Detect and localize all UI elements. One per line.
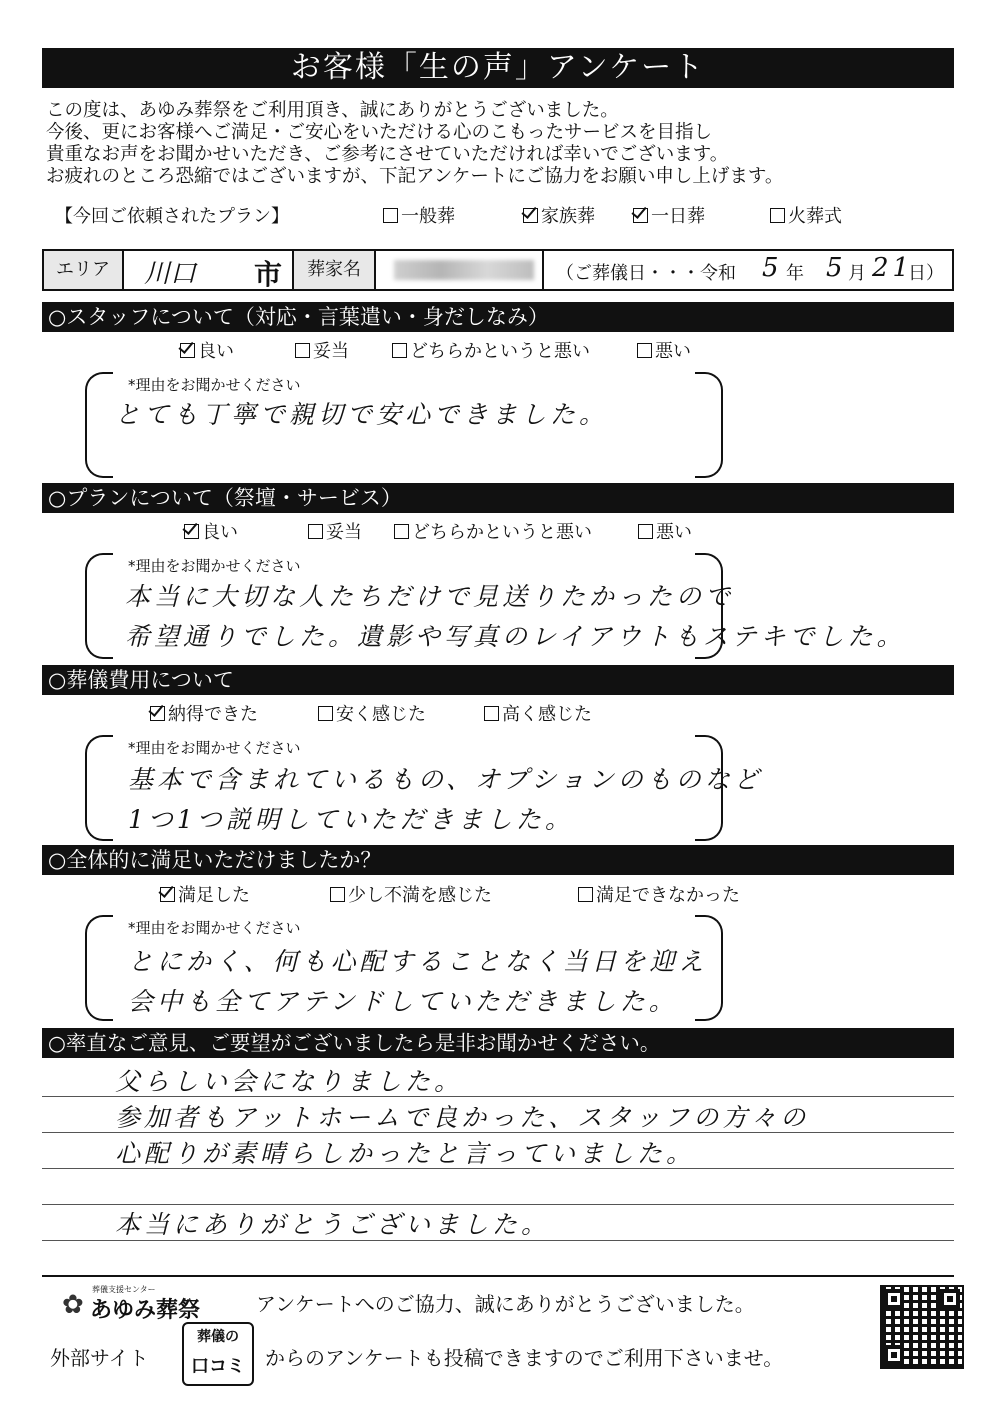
area-label: エリア xyxy=(44,251,122,289)
reason-label: *理由をお聞かせください xyxy=(128,557,301,575)
opinion-line: 心配りが素晴らしかったと言っていました。 xyxy=(115,1139,696,1168)
plan-selection xyxy=(55,202,955,232)
checkbox-icon[interactable] xyxy=(383,208,398,223)
intro-line: この度は、あゆみ葬祭をご利用頂き、誠にありがとうございました。 xyxy=(46,100,619,121)
funeral-day: 21 xyxy=(872,253,914,283)
option[interactable]: 良い xyxy=(184,519,238,547)
section-opinion-heading: ○率直なご意見、ご要望がございましたら是非お聞かせください。 xyxy=(42,1028,954,1058)
reason-label: *理由をお聞かせください xyxy=(128,376,301,394)
intro-line: 今後、更にお客様へご満足・ご安心をいただける心のこもったサービスを目指し xyxy=(46,122,713,143)
logo-text: あゆみ葬祭 xyxy=(90,1298,201,1323)
staff-options xyxy=(180,338,900,366)
reason-label: *理由をお聞かせください xyxy=(128,919,301,937)
intro-text xyxy=(46,100,956,188)
funeral-month: 5 xyxy=(826,253,843,283)
checkbox-checked-icon[interactable] xyxy=(184,524,199,539)
option[interactable]: 少し不満を感じた xyxy=(330,882,492,910)
info-box xyxy=(42,249,954,291)
overall-answer-line: 会中も全てアテンドしていただきました。 xyxy=(128,987,678,1016)
option[interactable]: 悪い xyxy=(638,519,692,547)
checkbox-checked-icon[interactable] xyxy=(633,208,648,223)
plan-label: 【今回ご依頼されたプラン】 xyxy=(55,206,289,227)
option[interactable]: 妥当 xyxy=(308,519,362,547)
option[interactable]: 妥当 xyxy=(295,338,349,366)
plan-option[interactable]: 火葬式 xyxy=(770,202,842,232)
redacted-name xyxy=(394,260,534,280)
checkbox-icon[interactable] xyxy=(770,208,785,223)
checkbox-icon[interactable] xyxy=(637,343,652,358)
section-cost-heading: ○葬儀費用について xyxy=(42,665,954,695)
month-unit: 月 xyxy=(848,263,866,284)
overall-answer-line: とにかく、何も心配することなく当日を迎え xyxy=(128,947,708,976)
survey-title: お客様「生の声」アンケート xyxy=(42,48,954,88)
checkbox-checked-icon[interactable] xyxy=(180,343,195,358)
cost-answer-line: 1つ1つ説明していただきました。 xyxy=(128,805,574,834)
checkbox-icon[interactable] xyxy=(484,706,499,721)
opinion-line: 父らしい会になりました。 xyxy=(115,1067,464,1096)
reason-label: *理由をお聞かせください xyxy=(128,739,301,757)
option[interactable]: 悪い xyxy=(637,338,691,366)
option[interactable]: 高く感じた xyxy=(484,701,592,729)
checkbox-icon[interactable] xyxy=(394,524,409,539)
checkbox-icon[interactable] xyxy=(295,343,310,358)
plan-option[interactable]: 一日葬 xyxy=(633,202,705,232)
funeral-year: 5 xyxy=(762,253,779,283)
flower-icon: ✿ xyxy=(62,1290,84,1320)
city-suffix: 市 xyxy=(254,258,283,291)
checkbox-icon[interactable] xyxy=(392,343,407,358)
checkbox-icon[interactable] xyxy=(578,887,593,902)
checkbox-icon[interactable] xyxy=(308,524,323,539)
section-plan-heading: ○プランについて（祭壇・サービス） xyxy=(42,483,954,513)
checkbox-icon[interactable] xyxy=(318,706,333,721)
footer-thanks: アンケートへのご協力、誠にありがとうございました。 xyxy=(256,1292,755,1316)
day-unit: 日） xyxy=(908,263,944,284)
checkbox-icon[interactable] xyxy=(638,524,653,539)
qr-code-icon[interactable] xyxy=(880,1285,964,1369)
opinion-line: 参加者もアットホームで良かった、スタッフの方々の xyxy=(115,1103,810,1132)
area-value: 川口 xyxy=(144,259,197,289)
cost-options xyxy=(150,701,870,729)
plan-option[interactable]: 家族葬 xyxy=(523,202,595,232)
checkbox-icon[interactable] xyxy=(330,887,345,902)
date-prefix: （ご葬儀日・・・令和 xyxy=(556,263,736,284)
year-unit: 年 xyxy=(786,263,804,284)
intro-line: お疲れのところ恐縮ではございますが、下記アンケートにご協力をお願い申し上げます。 xyxy=(46,166,784,187)
plan-answer-line: 本当に大切な人たちだけで見送りたかったので xyxy=(125,582,735,611)
family-label: 葬家名 xyxy=(294,251,374,289)
option[interactable]: 満足できなかった xyxy=(578,882,740,910)
badge-bottom-text: 口コミ xyxy=(191,1356,245,1377)
badge-top-text: 葬儀の xyxy=(197,1329,239,1345)
option[interactable]: 満足した xyxy=(160,882,250,910)
opinion-line: 本当にありがとうございました。 xyxy=(115,1210,551,1239)
logo-subtitle: 葬儀支援センター xyxy=(92,1285,156,1294)
plan-options xyxy=(180,519,900,547)
checkbox-checked-icon[interactable] xyxy=(150,706,165,721)
section-staff-heading: ○スタッフについて（対応・言葉遣い・身だしなみ） xyxy=(42,302,954,332)
section-overall-heading: ○全体的に満足いただけましたか？ xyxy=(42,845,954,875)
review-site-badge[interactable] xyxy=(182,1322,254,1386)
option[interactable]: どちらかというと悪い xyxy=(394,519,592,547)
cost-answer-line: 基本で含まれているもの、オプションのものなど xyxy=(128,765,763,794)
plan-answer-line: 希望通りでした。遺影や写真のレイアウトもステキでした。 xyxy=(125,622,906,651)
staff-answer-line: とても丁寧で親切で安心できました。 xyxy=(115,400,609,429)
external-site-text: からのアンケートも投稿できますのでご利用下さいませ。 xyxy=(265,1346,784,1370)
checkbox-checked-icon[interactable] xyxy=(160,887,175,902)
external-site-label: 外部サイト xyxy=(50,1346,149,1370)
plan-option[interactable]: 一般葬 xyxy=(383,202,455,232)
overall-options xyxy=(160,882,880,910)
checkbox-checked-icon[interactable] xyxy=(523,208,538,223)
option[interactable]: 安く感じた xyxy=(318,701,426,729)
intro-line: 貴重なお声をお聞かせいただき、ご参考にさせていただければ幸いでございます。 xyxy=(46,144,729,165)
option[interactable]: 納得できた xyxy=(150,701,258,729)
option[interactable]: 良い xyxy=(180,338,234,366)
option[interactable]: どちらかというと悪い xyxy=(392,338,590,366)
